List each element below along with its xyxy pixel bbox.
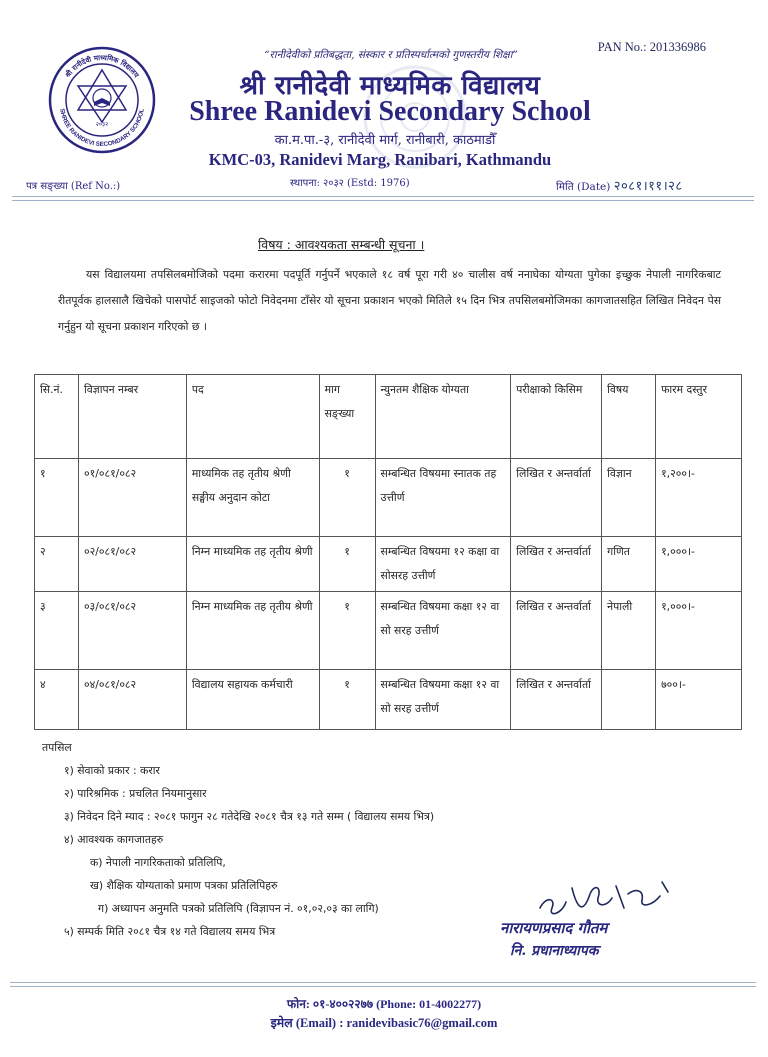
cell-min-qualification: सम्बन्धित विषयमा स्नातक तह उत्तीर्ण — [375, 459, 511, 537]
header-min-qualification: न्युनतम शैक्षिक योग्यता — [375, 375, 511, 459]
cell-ad-number: ०३/०८१/०८२ — [78, 592, 186, 670]
header-divider-thin — [12, 200, 754, 201]
reference-number-label: पत्र सङ्ख्या (Ref No.:) — [26, 181, 121, 192]
vacancy-table — [34, 374, 742, 730]
cell-demand-count: १ — [319, 459, 375, 537]
date-value: २०८१।११।२८ — [613, 179, 683, 194]
school-motto: “रानीदेवीको प्रतिबद्धता, संस्कार र प्रतिस्पर्धात्मको गुणस्तरीय शिक्षा” — [264, 49, 518, 61]
logo-text-top: श्री रानीदेवी माध्यमिक विद्यालय — [63, 53, 141, 80]
header-ad-number: विज्ञापन नम्बर — [78, 375, 186, 459]
detail-item: १) सेवाको प्रकार : करार — [64, 764, 160, 777]
cell-exam-type: लिखित र अन्तर्वार्ता — [511, 459, 602, 537]
pan-number: PAN No.: 201336986 — [597, 40, 706, 54]
footer-phone: फोन: ०१-४००२२७७ (Phone: 01-4002277) — [286, 997, 482, 1011]
cell-exam-type: लिखित र अन्तर्वार्ता — [511, 592, 602, 670]
cell-subject: विज्ञान — [602, 459, 656, 537]
cell-form-fee: १,०००।- — [656, 537, 742, 592]
footer-email: इमेल (Email) : ranidevibasic76@gmail.com — [270, 1016, 498, 1030]
cell-min-qualification: सम्बन्धित विषयमा कक्षा १२ वा सो सरह उत्तीर्ण — [375, 670, 511, 730]
cell-post: विद्यालय सहायक कर्मचारी — [186, 670, 319, 730]
header-demand-count: माग सङ्ख्या — [319, 375, 375, 459]
signature-icon — [532, 868, 682, 924]
detail-item: ३) निवेदन दिने म्याद : २०८१ फागुन २८ गतेदेखि २०८१ चैत्र १३ गते सम्म ( विद्यालय समय भित्र) — [64, 810, 435, 823]
signatory-title: नि. प्रधानाध्यापक — [510, 943, 599, 959]
header-form-fee: फारम दस्तुर — [656, 375, 742, 459]
cell-form-fee: १,०००।- — [656, 592, 742, 670]
cell-form-fee: ७००।- — [656, 670, 742, 730]
table-row — [35, 459, 742, 537]
cell-ad-number: ०१/०८१/०८२ — [78, 459, 186, 537]
cell-demand-count: १ — [319, 592, 375, 670]
table-row — [35, 537, 742, 592]
table-row — [35, 670, 742, 730]
document-item: क) नेपाली नागरिकताको प्रतिलिपि, — [90, 856, 226, 869]
notice-intro-paragraph: यस विद्यालयमा तपसिलबमोजिको पदमा करारमा पदपूर्ति गर्नुपर्ने भएकाले १८ वर्ष पूरा गरी ४० चालीस वर्ष ननाघेका योग्यता पुगेका इच्छुक नेपाली नागरिकबाट रीतपूर्वक हालसालै खिचेको पासपोर्ट साइजको फोटो निवेदनमा टाँसेर यो सूचना प्रकाशन भएको मितिले १५ दिन भित्र तपसिलबमोजिमका कागजातसहित लिखित निवेदन पेस गर्नुहुन यो सूचना प्रकाशन गरिएको छ । — [58, 268, 721, 333]
header-divider — [12, 196, 754, 197]
document-item: ख) शैक्षिक योग्यताको प्रमाण पत्रका प्रतिलिपिहरु — [90, 879, 278, 892]
school-name-nepali: श्री रानीदेवी माध्यमिक विद्यालय — [239, 71, 541, 101]
cell-serial: ४ — [35, 670, 79, 730]
header-post: पद — [186, 375, 319, 459]
cell-min-qualification: सम्बन्धित विषयमा कक्षा १२ वा सो सरह उत्तीर्ण — [375, 592, 511, 670]
header-exam-type: परीक्षाको किसिम — [511, 375, 602, 459]
cell-exam-type: लिखित र अन्तर्वार्ता — [511, 670, 602, 730]
address-english: KMC-03, Ranidevi Marg, Ranibari, Kathmandu — [208, 150, 552, 169]
cell-serial: ३ — [35, 592, 79, 670]
cell-min-qualification: सम्बन्धित विषयमा १२ कक्षा वा सोसरह उत्तीर्ण — [375, 537, 511, 592]
school-name-english: Shree Ranidevi Secondary School — [189, 96, 591, 127]
notice-details — [42, 736, 434, 943]
cell-exam-type: लिखित र अन्तर्वार्ता — [511, 537, 602, 592]
date-line — [556, 176, 683, 194]
cell-demand-count: १ — [319, 670, 375, 730]
footer-divider-thin — [10, 986, 756, 987]
details-heading: तपसिल — [42, 741, 72, 754]
cell-subject: नेपाली — [602, 592, 656, 670]
cell-ad-number: ०४/०८१/०८२ — [78, 670, 186, 730]
header-subject: विषय — [602, 375, 656, 459]
header-serial: सि.नं. — [35, 375, 79, 459]
address-nepali: का.म.पा.-३, रानीदेवी मार्ग, रानीबारी, काठमाडौँ — [274, 133, 496, 148]
notice-subject: विषय : आवश्यकता सम्बन्धी सूचना । — [258, 237, 425, 252]
contact-item: ५) सम्पर्क मिति २०८१ चैत्र १४ गते विद्यालय समय भित्र — [64, 925, 276, 938]
detail-item: २) पारिश्रमिक : प्रचलित नियमानुसार — [64, 787, 207, 800]
cell-post: निम्न माध्यमिक तह तृतीय श्रेणी — [186, 592, 319, 670]
cell-ad-number: ०२/०८१/०८२ — [78, 537, 186, 592]
table-header-row — [35, 375, 742, 459]
cell-subject: गणित — [602, 537, 656, 592]
cell-post: माध्यमिक तह तृतीय श्रेणी सङ्घीय अनुदान कोटा — [186, 459, 319, 537]
date-label: मिति (Date) — [556, 181, 611, 193]
cell-serial: २ — [35, 537, 79, 592]
cell-post: निम्न माध्यमिक तह तृतीय श्रेणी — [186, 537, 319, 592]
logo-text-bottom: SHREE RANIDEVI SECONDARY SCHOOL — [58, 108, 146, 149]
cell-demand-count: १ — [319, 537, 375, 592]
document-item: ग) अध्यापन अनुमति पत्रको प्रतिलिपि (विज्ञापन नं. ०१,०२,०३ का लागि) — [98, 902, 379, 915]
school-logo-icon — [48, 46, 156, 154]
cell-subject — [602, 670, 656, 730]
footer-divider — [10, 982, 756, 983]
detail-item: ४) आवश्यक कागजातहरु — [64, 833, 164, 846]
table-row — [35, 592, 742, 670]
logo-estd: २०३२ — [95, 121, 109, 128]
cell-form-fee: १,२००।- — [656, 459, 742, 537]
cell-serial: १ — [35, 459, 79, 537]
signatory-name: नारायणप्रसाद गौतम — [500, 919, 608, 937]
established-year: स्थापना: २०३२ (Estd: 1976) — [290, 178, 410, 189]
